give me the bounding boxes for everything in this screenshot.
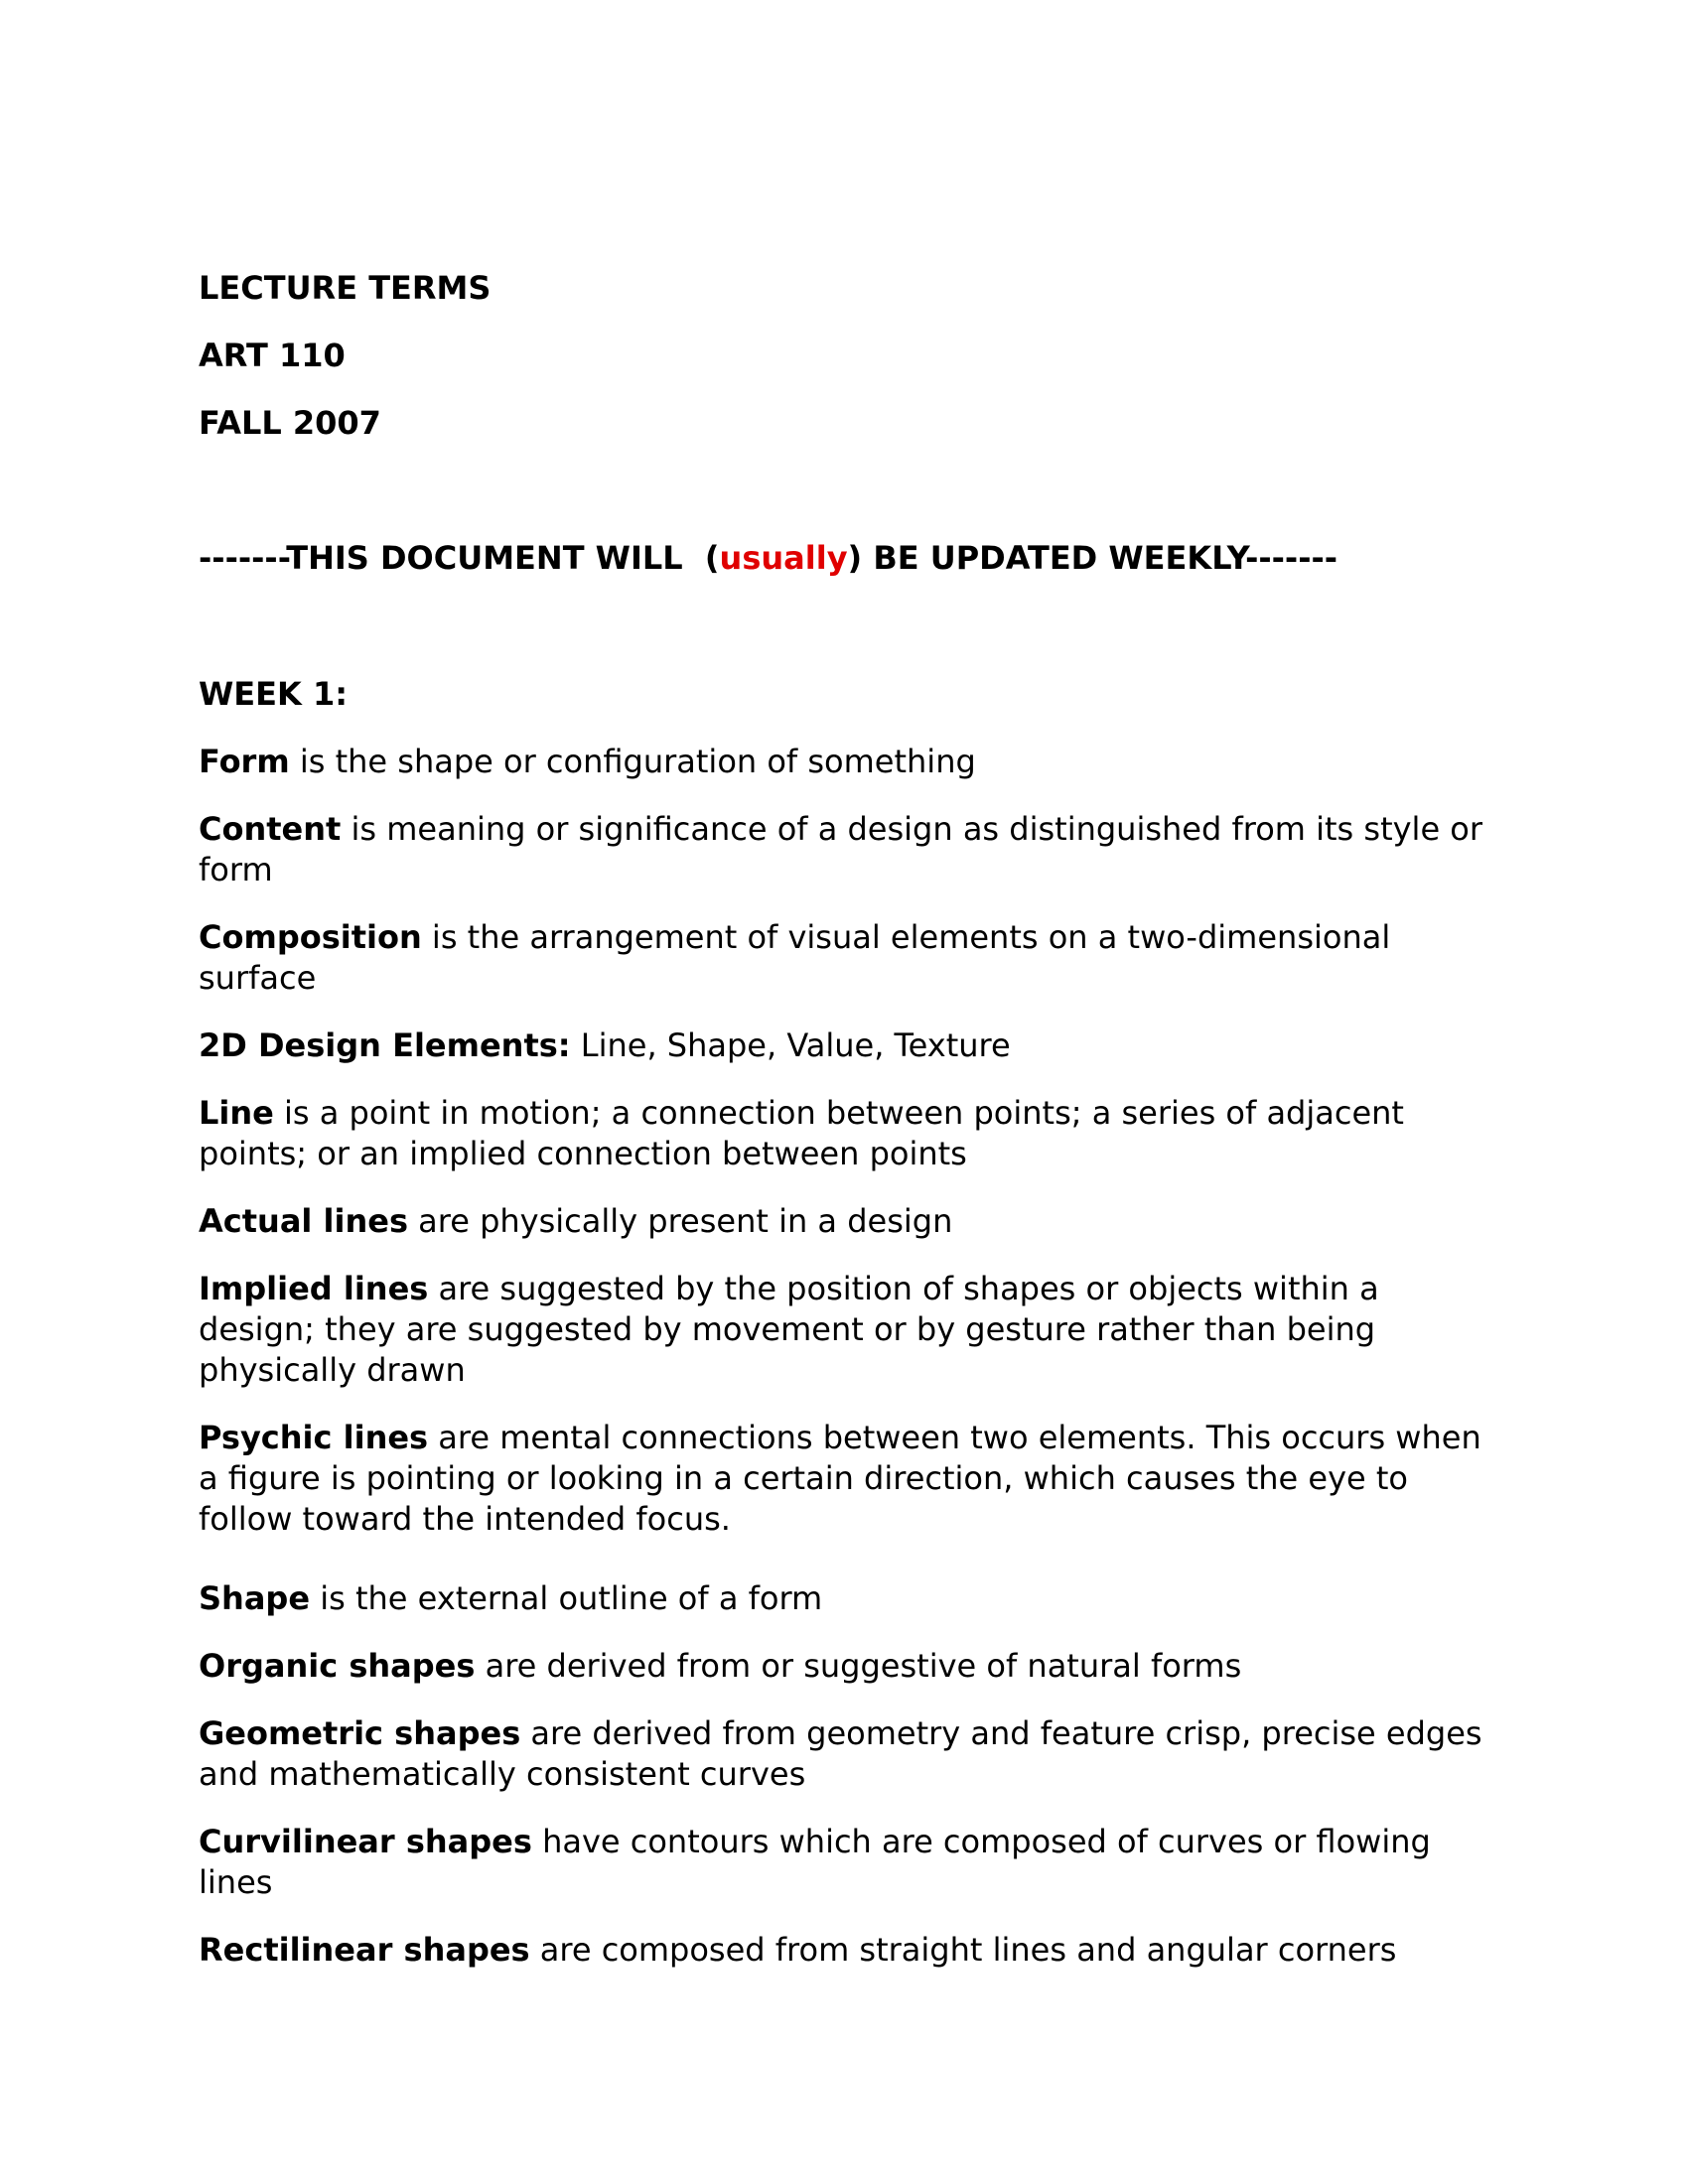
- term-entry: [199, 1713, 1489, 1795]
- week-heading: WEEK 1:: [199, 675, 349, 713]
- term-name: Shape: [199, 1579, 311, 1617]
- term-entry: [199, 917, 1489, 999]
- term-definition: are composed from straight lines and angular corners: [529, 1931, 1397, 1969]
- term-name: Curvilinear shapes: [199, 1823, 532, 1860]
- term-entry: [199, 1025, 1489, 1066]
- document-page: [199, 268, 1489, 1997]
- term-name: Implied lines: [199, 1270, 429, 1307]
- term-definition: have contours which are composed of curves or flowing lines: [199, 1823, 1431, 1901]
- term-entry: [199, 1578, 1489, 1619]
- term-definition: Line, Shape, Value, Texture: [570, 1026, 1011, 1064]
- document-title: LECTURE TERMS: [199, 269, 492, 307]
- course-code: ART 110: [199, 337, 346, 374]
- term-entry: [199, 1093, 1489, 1174]
- term-entry: [199, 742, 1489, 782]
- term-definition: is the arrangement of visual elements on a two-dimensional surface: [199, 918, 1391, 997]
- term-definition: are mental connections between two elements. This occurs when a figure is pointing or looking in a certain direction, which causes the eye to follow toward the intended focus.: [199, 1419, 1481, 1538]
- term-entry: [199, 1201, 1489, 1242]
- banner-prefix: -------THIS DOCUMENT WILL (: [199, 539, 720, 577]
- term-name: Actual lines: [199, 1202, 408, 1240]
- term-entry: [199, 1269, 1489, 1391]
- term-name: 2D Design Elements:: [199, 1026, 571, 1064]
- term-definition: are derived from geometry and feature crisp, precise edges and mathematically consistent curves: [199, 1714, 1482, 1793]
- banner-highlight: usually: [719, 539, 848, 577]
- update-banner: [199, 538, 1489, 579]
- term-entry: [199, 1930, 1489, 1971]
- term-definition: are derived from or suggestive of natural forms: [475, 1647, 1242, 1685]
- term-definition: is meaning or significance of a design as distinguished from its style or form: [199, 810, 1483, 888]
- term-entry: [199, 1418, 1489, 1540]
- term-name: Form: [199, 743, 290, 780]
- term-definition: are physically present in a design: [407, 1202, 953, 1240]
- term-entry: [199, 809, 1489, 890]
- banner-suffix: ) BE UPDATED WEEKLY-------: [847, 539, 1338, 577]
- term-entry: [199, 1646, 1489, 1687]
- term-name: Composition: [199, 918, 422, 956]
- term-name: Organic shapes: [199, 1647, 476, 1685]
- term-definition: is a point in motion; a connection between points; a series of adjacent points; or an implied connection between points: [199, 1094, 1404, 1172]
- term-definition: are suggested by the position of shapes or objects within a design; they are suggested by movement or by gesture rather than being physically drawn: [199, 1270, 1379, 1389]
- term-name: Psychic lines: [199, 1419, 429, 1456]
- term-entry: [199, 1822, 1489, 1903]
- term-definition: is the external outline of a form: [310, 1579, 823, 1617]
- term-name: Rectilinear shapes: [199, 1931, 530, 1969]
- term-name: Content: [199, 810, 342, 848]
- term-name: Line: [199, 1094, 274, 1132]
- term-definition: is the shape or configuration of something: [289, 743, 976, 780]
- semester: FALL 2007: [199, 404, 381, 442]
- term-name: Geometric shapes: [199, 1714, 521, 1752]
